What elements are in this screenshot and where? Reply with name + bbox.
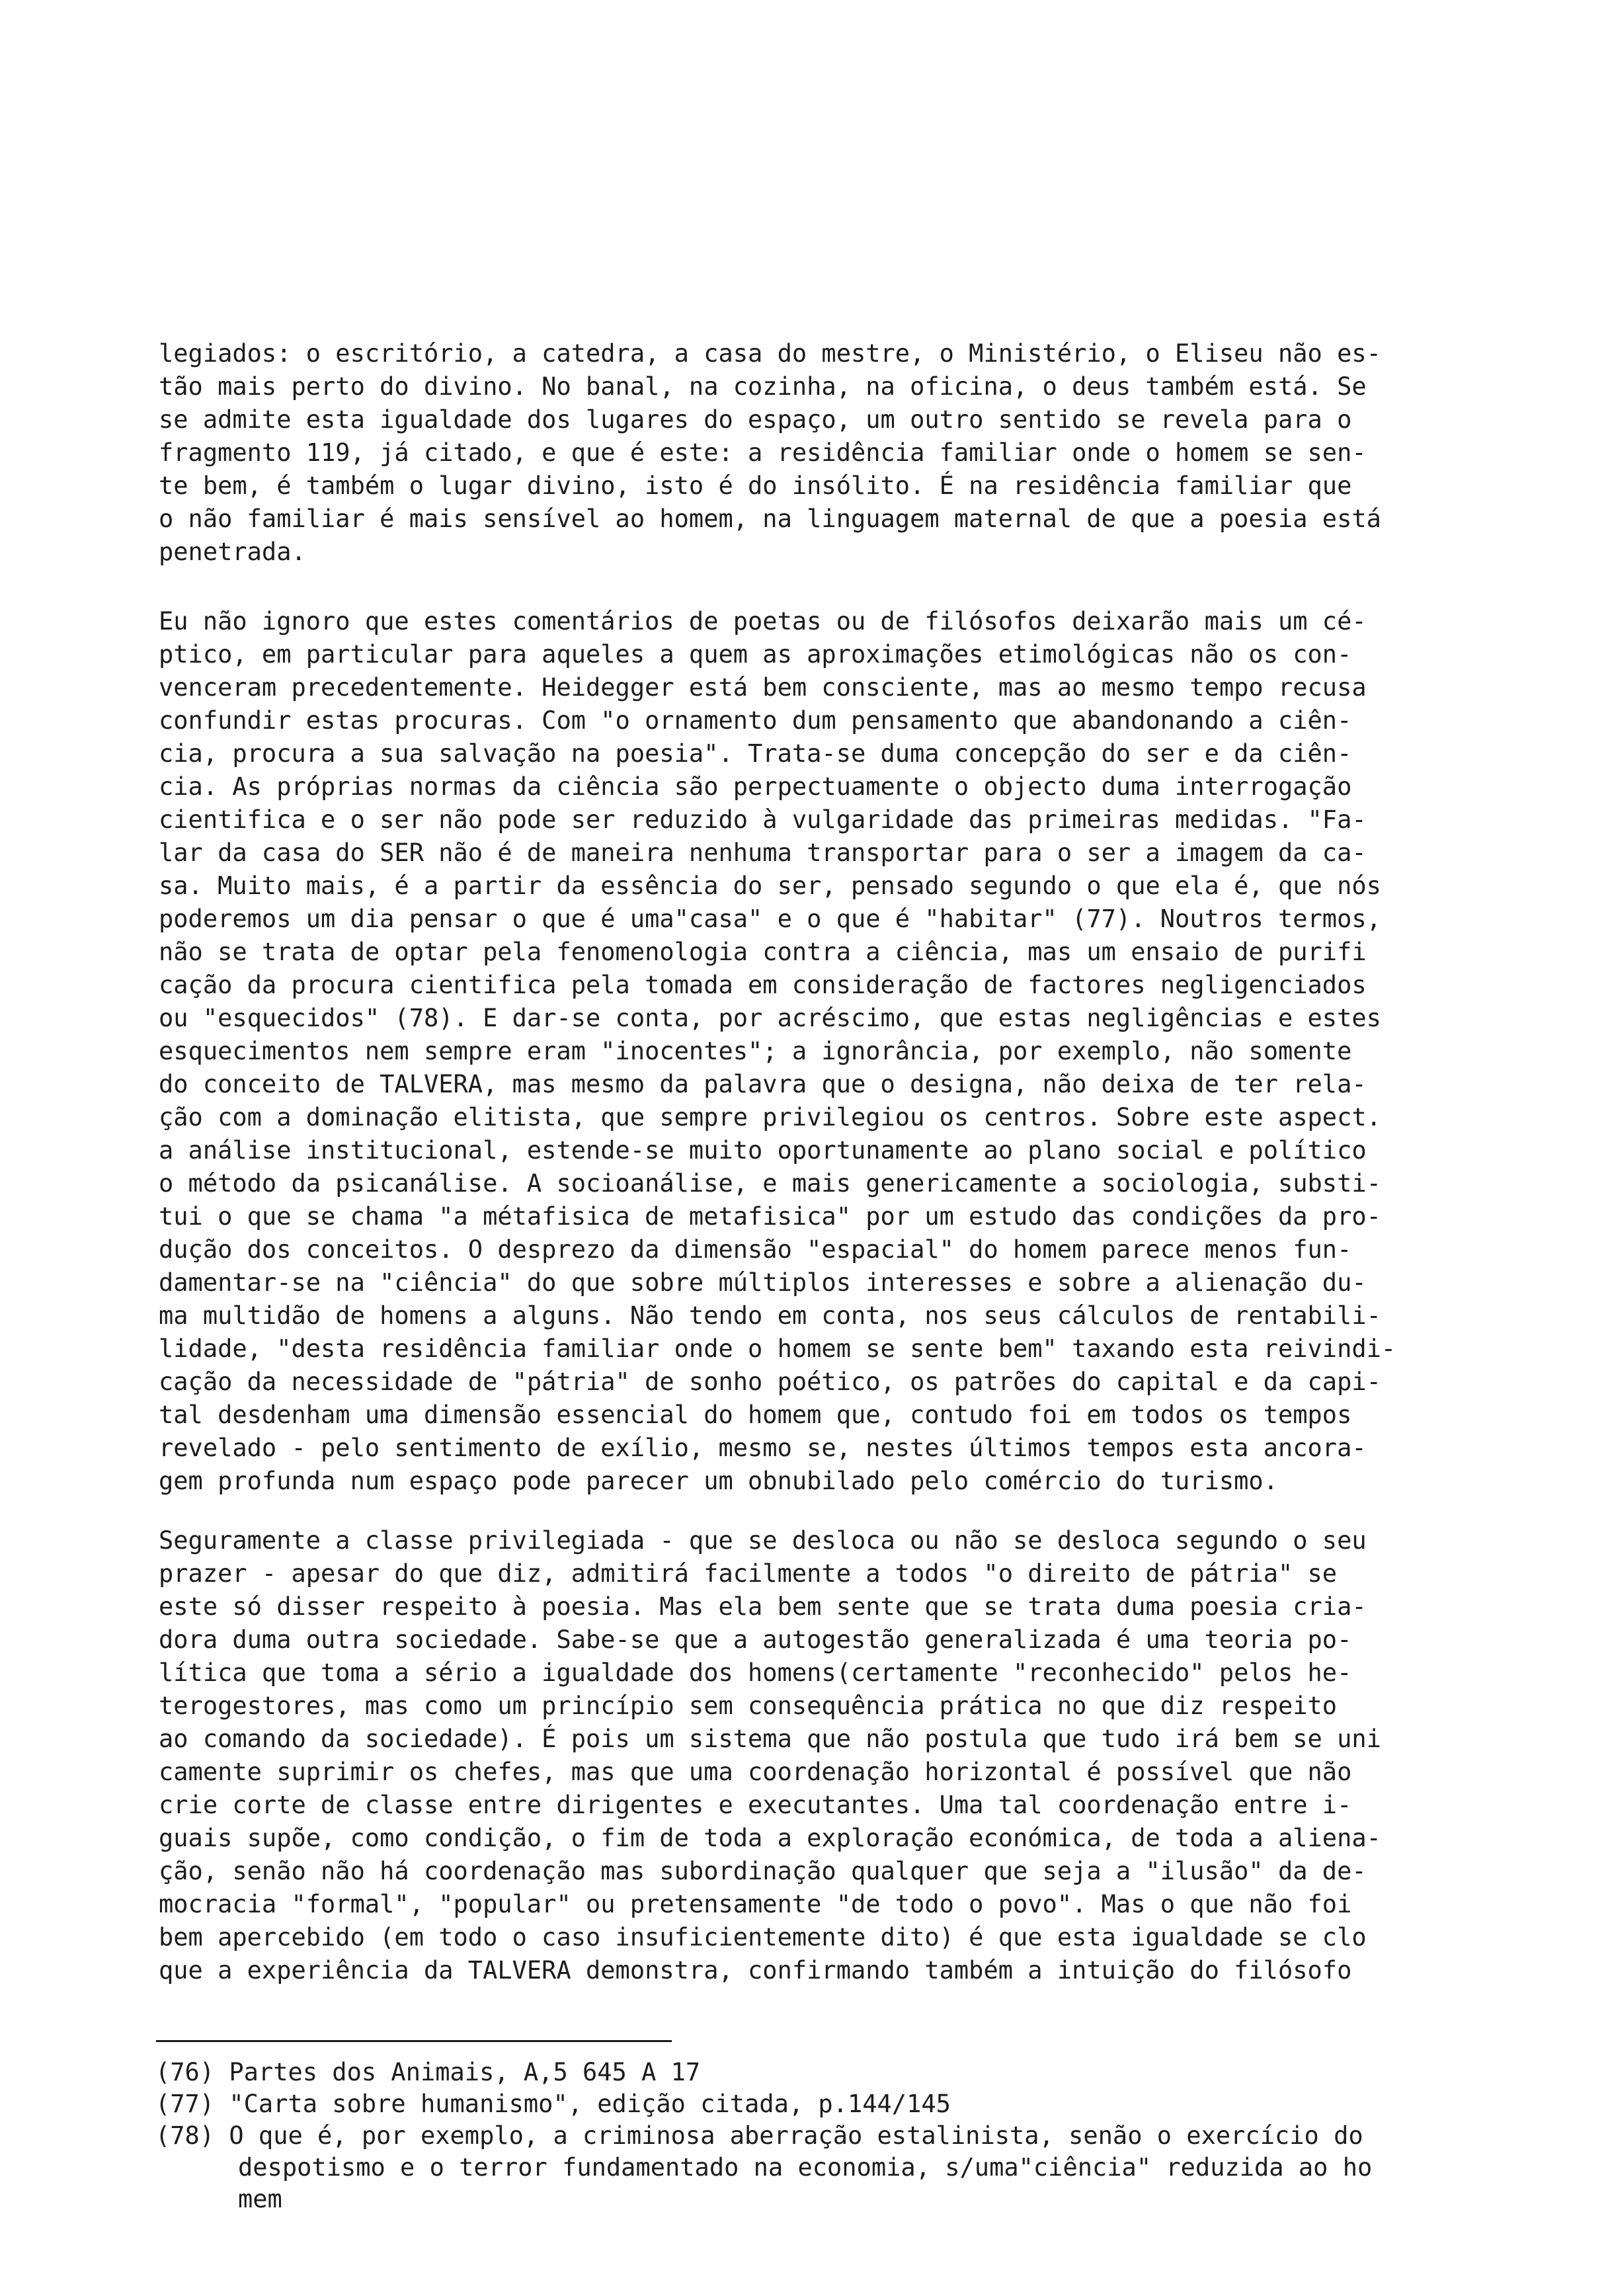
text-line: dução dos conceitos. O desprezo da dimensão "espacial" do homem parece menos fun- xyxy=(159,1235,1352,1264)
text-line: se admite esta igualdade dos lugares do espaço, um outro sentido se revela para o xyxy=(159,405,1352,434)
text-line: Seguramente a classe privilegiada - que se desloca ou não se desloca segundo o seu xyxy=(159,1526,1367,1555)
text-line: ptico, em particular para aqueles a quem as aproximações etimológicas não os con- xyxy=(159,640,1352,669)
text-line: do conceito de TALVERA, mas mesmo da palavra que o designa, não deixa de ter rela- xyxy=(159,1070,1367,1098)
text-line: dora duma outra sociedade. Sabe-se que a autogestão generalizada é uma teoria po- xyxy=(159,1625,1352,1654)
text-line: prazer - apesar do que diz, admitirá facilmente a todos "o direito de pátria" se xyxy=(159,1559,1338,1588)
text-line: terogestores, mas como um princípio sem consequência prática no que diz respeito xyxy=(159,1692,1338,1720)
text-line: te bem, é também o lugar divino, isto é do insólito. É na residência familiar que xyxy=(159,472,1352,500)
text-line: legiados: o escritório, a catedra, a casa do mestre, o Ministério, o Eliseu não es- xyxy=(159,339,1381,368)
text-line: crie corte de classe entre dirigentes e executantes. Uma tal coordenação entre i- xyxy=(159,1791,1352,1819)
text-line: esquecimentos nem sempre eram "inocentes"; a ignorância, por exemplo, não somente xyxy=(159,1037,1352,1065)
paragraph-1 xyxy=(159,337,1521,569)
text-line: damentar-se na "ciência" do que sobre múltiplos interesses e sobre a alienação du- xyxy=(159,1268,1367,1297)
text-line: o não familiar é mais sensível ao homem, na linguagem maternal de que a poesia está xyxy=(159,505,1381,533)
footnote-78-continuation: despotismo e o terror fundamentado na economia, s/uma"ciência" reduzida ao ho xyxy=(238,2153,1373,2182)
footnote-78-continuation: mem xyxy=(238,2185,282,2213)
text-line: camente suprimir os chefes, mas que uma coordenação horizontal é possível que não xyxy=(159,1758,1352,1786)
paragraph-2 xyxy=(159,605,1521,1498)
text-line: ção com a dominação elitista, que sempre privilegiou os centros. Sobre este aspect. xyxy=(159,1103,1381,1131)
text-line: lidade, "desta residência familiar onde o homem se sente bem" taxando esta reivindi- xyxy=(159,1334,1396,1363)
text-line: tui o que se chama "a métafisica de metafisica" por um estudo das condições da pro- xyxy=(159,1202,1381,1231)
footnotes xyxy=(155,2057,1531,2215)
text-line: tal desdenham uma dimensão essencial do homem que, contudo foi em todos os tempos xyxy=(159,1401,1352,1429)
text-line: poderemos um dia pensar o que é uma"casa" e o que é "habitar" (77). Noutros termos, xyxy=(159,905,1381,933)
text-line: bem apercebido (em todo o caso insuficientemente dito) é que esta igualdade se clo xyxy=(159,1923,1367,1951)
text-line: ou "esquecidos" (78). E dar-se conta, por acréscimo, que estas negligências e estes xyxy=(159,1004,1381,1032)
text-line: o método da psicanálise. A socioanálise, e mais genericamente a sociologia, substi- xyxy=(159,1169,1381,1198)
footnote-divider xyxy=(156,2040,672,2042)
text-line: ção, senão não há coordenação mas subordinação qualquer que seja a "ilusão" da de- xyxy=(159,1857,1367,1885)
text-line: tão mais perto do divino. No banal, na cozinha, na oficina, o deus também está. Se xyxy=(159,372,1367,401)
text-line: penetrada. xyxy=(159,538,306,566)
text-line: lítica que toma a sério a igualdade dos homens(certamente "reconhecido" pelos he- xyxy=(159,1659,1352,1687)
text-line: ma multidão de homens a alguns. Não tendo em conta, nos seus cálculos de rentabili- xyxy=(159,1301,1381,1330)
text-line: cientifica e o ser não pode ser reduzido à vulgaridade das primeiras medidas. "Fa- xyxy=(159,805,1367,834)
text-line: cia. As próprias normas da ciência são perpectuamente o objecto duma interrogação xyxy=(159,772,1352,801)
text-line: cação da necessidade de "pátria" de sonho poético, os patrões do capital e da capi- xyxy=(159,1368,1381,1396)
text-line: sa. Muito mais, é a partir da essência do ser, pensado segundo o que ela é, que nós xyxy=(159,872,1381,900)
text-line: guais supõe, como condição, o fim de toda a exploração económica, de toda a aliena- xyxy=(159,1824,1381,1852)
text-line: que a experiência da TALVERA demonstra, confirmando também a intuição do filósofo xyxy=(159,1956,1352,1985)
text-line: fragmento 119, já citado, e que é este: a residência familiar onde o homem se sen- xyxy=(159,438,1367,467)
text-line: confundir estas procuras. Com "o ornamento dum pensamento que abandonando a ciên- xyxy=(159,706,1352,735)
footnote-77: (77) "Carta sobre humanismo", edição citada, p.144/145 xyxy=(155,2090,951,2118)
text-line: gem profunda num espaço pode parecer um obnubilado pelo comércio do turismo. xyxy=(159,1467,1278,1495)
text-line: revelado - pelo sentimento de exílio, mesmo se, nestes últimos tempos esta ancora- xyxy=(159,1434,1367,1462)
text-line: venceram precedentemente. Heidegger está bem consciente, mas ao mesmo tempo recusa xyxy=(159,673,1367,702)
text-line: cia, procura a sua salvação na poesia". Trata-se duma concepção do ser e da ciên- xyxy=(159,739,1352,768)
footnote-78: (78) O que é, por exemplo, a criminosa aberração estalinista, senão o exercício do xyxy=(155,2121,1363,2150)
text-line: não se trata de optar pela fenomenologia contra a ciência, mas um ensaio de purifi xyxy=(159,938,1367,966)
text-line: cação da procura cientifica pela tomada em consideração de factores negligenciados xyxy=(159,971,1367,999)
text-line: este só disser respeito à poesia. Mas ela bem sente que se trata duma poesia cria- xyxy=(159,1592,1367,1621)
text-line: Eu não ignoro que estes comentários de poetas ou de filósofos deixarão mais um cé- xyxy=(159,607,1367,636)
text-line: ao comando da sociedade). É pois um sistema que não postula que tudo irá bem se uni xyxy=(159,1725,1381,1753)
paragraph-3 xyxy=(159,1524,1521,1987)
text-line: mocracia "formal", "popular" ou pretensamente "de todo o povo". Mas o que não foi xyxy=(159,1890,1352,1918)
text-line: a análise institucional, estende-se muito oportunamente ao plano social e político xyxy=(159,1136,1367,1165)
footnote-76: (76) Partes dos Animais, A,5 645 A 17 xyxy=(155,2058,701,2086)
text-line: lar da casa do SER não é de maneira nenhuma transportar para o ser a imagem da ca- xyxy=(159,839,1367,867)
